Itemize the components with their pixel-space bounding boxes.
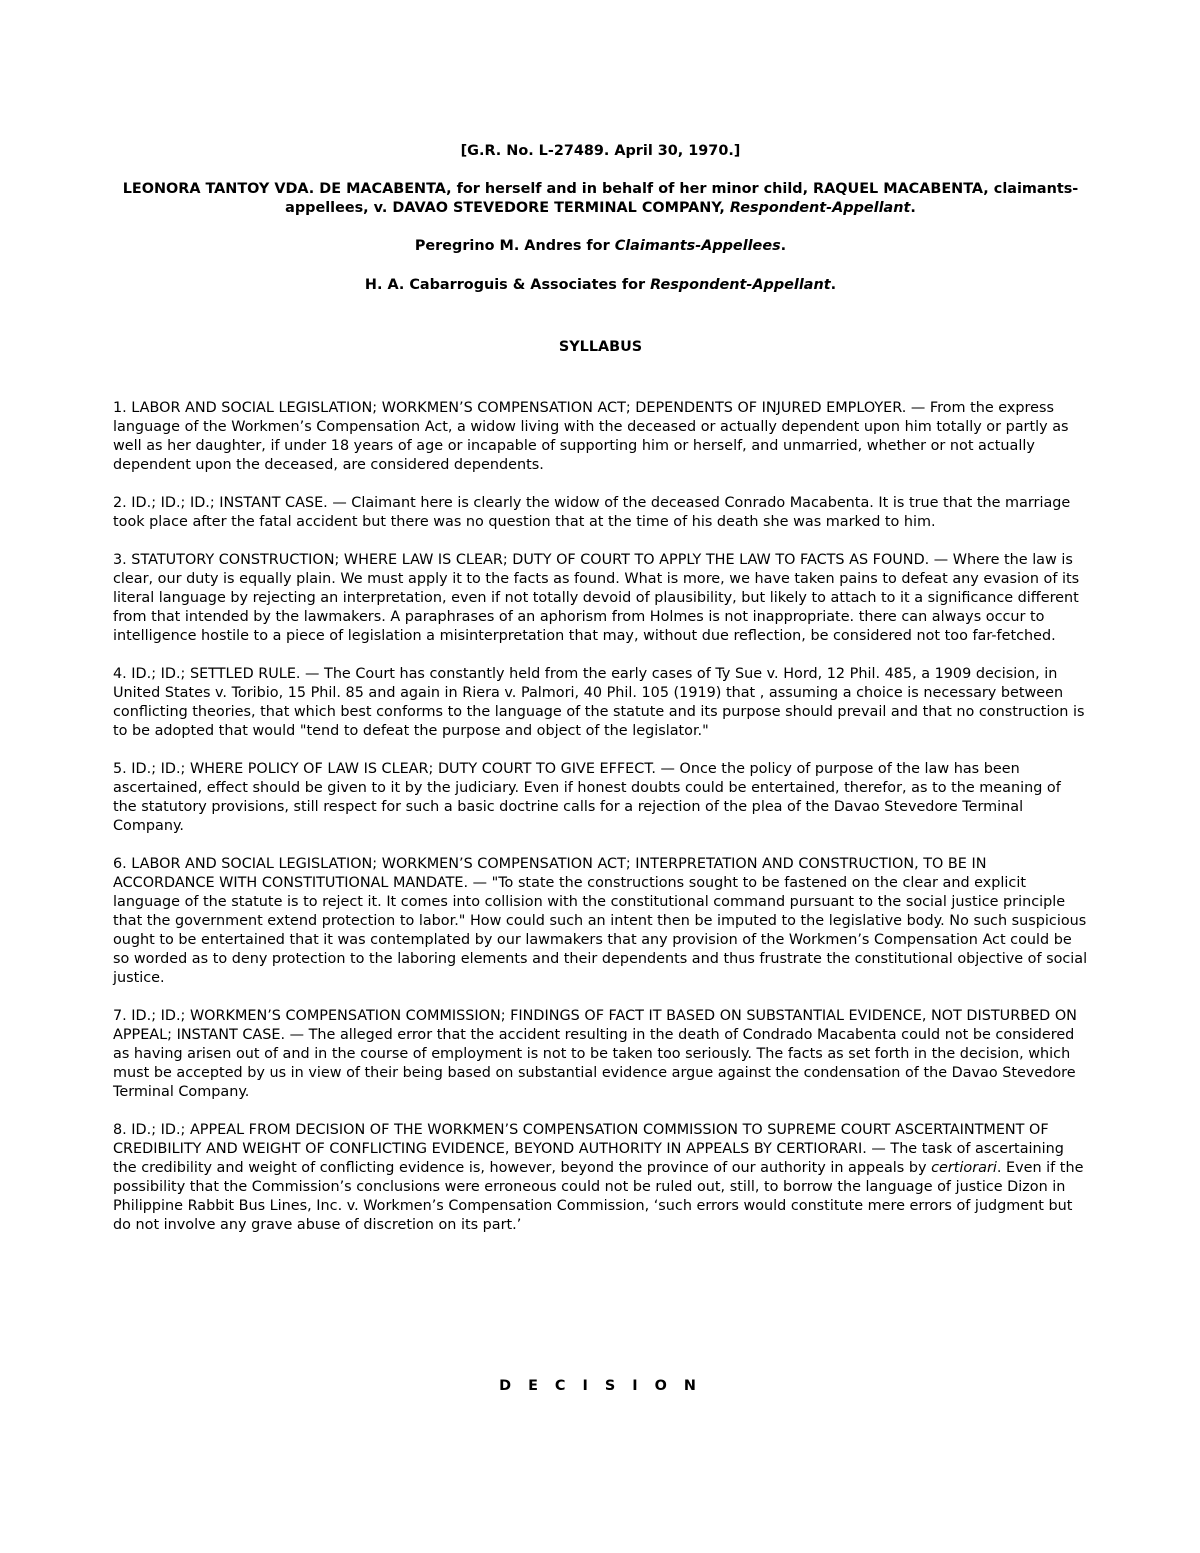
syllabus-body bbox=[113, 399, 1088, 1254]
decision-heading: D E C I S I O N bbox=[499, 1378, 702, 1394]
syllabus-item: 5. ID.; ID.; WHERE POLICY OF LAW IS CLEAR; DUTY COURT TO GIVE EFFECT. — Once the policy of purpose of the law has been ascertained, effect should be given to it by the judiciary. Even if honest doubts could be entertained, therefor, as to the meaning of the statutory provisions, still respect for such a basic doctrine calls for a rejection of the plea of the Davao Stevedore Terminal Company. bbox=[113, 761, 1061, 834]
syllabus-item: 3. STATUTORY CONSTRUCTION; WHERE LAW IS CLEAR; DUTY OF COURT TO APPLY THE LAW TO FACTS AS FOUND. — Where the law is clear, our duty is equally plain. We must apply it to the facts as found. What is more, we have taken pains to defeat any evasion of its literal language by rejecting an interpretation, even if not totally devoid of plausibility, but likely to attach to it a significance different from that intended by the lawmakers. A paraphrases of an aphorism from Holmes is not inappropriate. there can always occur to intelligence hostile to a piece of legislation a misinterpretation that may, without due reflection, be considered not too far-fetched. bbox=[113, 552, 1080, 644]
counsel-claimants bbox=[113, 237, 1088, 256]
parties-end: . bbox=[910, 200, 916, 216]
syllabus-item: 4. ID.; ID.; SETTLED RULE. — The Court has constantly held from the early cases of Ty Sue v. Hord, 12 Phil. 485, a 1909 decision, in United States v. Toribio, 15 Phil. 85 and again in Riera v. Palmori, 40 Phil. 105 (1919) that , assuming a choice is necessary between conflicting theories, that which best conforms to the language of the statute and its purpose should prevail and that no construction is to be adopted that would "tend to defeat the purpose and object of the legislator." bbox=[113, 666, 1085, 739]
syllabus-item bbox=[113, 1121, 1088, 1235]
syllabus-heading: SYLLABUS bbox=[558, 339, 643, 355]
syllabus-item-8-rest: . Even if the possibility that the Commission’s conclusions were erroneous could not be ruled out, still, to borrow the language of justice Dizon in Philippine Rabbit Bus Lines, Inc. v. Workmen’s Compensation Commission, ‘such errors would constitute mere errors of judgment but do not involve any grave abuse of discretion on its part.’ bbox=[113, 1160, 1084, 1233]
syllabus-item: 6. LABOR AND SOCIAL LEGISLATION; WORKMEN’S COMPENSATION ACT; INTERPRETATION AND CONSTRUCTION, TO BE IN ACCORDANCE WITH CONSTITUTIONAL MANDATE. — "To state the constructions sought to be fastened on the clear and explicit language of the statute is to reject it. It comes into collision with the constitutional command pursuant to the social justice principle that the government extend protection to labor." How could such an intent then be imputed to the legislative body. No such suspicious ought to be entertained that it was contemplated by our lawmakers that any provision of the Workmen’s Compensation Act could be so worded as to deny protection to the laboring elements and their dependents and thus frustrate the constitutional objective of social justice. bbox=[113, 856, 1088, 986]
counsel-respondent-end: . bbox=[830, 277, 837, 293]
syllabus-item: 1. LABOR AND SOCIAL LEGISLATION; WORKMEN’S COMPENSATION ACT; DEPENDENTS OF INJURED EMPLOYER. — From the express language of the Workmen’s Compensation Act, a widow living with the deceased or actually dependent upon him totally or partly as well as her daughter, if under 18 years of age or incapable of supporting him or herself, and unmarried, whether or not actually dependent upon the deceased, are considered dependents. bbox=[113, 400, 1069, 473]
case-number: [G.R. No. L-27489. April 30, 1970.] bbox=[460, 143, 741, 159]
counsel-claimants-role: Claimants-Appellees bbox=[614, 238, 781, 254]
syllabus-item-8-text: 8. ID.; ID.; APPEAL FROM DECISION OF THE WORKMEN’S COMPENSATION COMMISSION TO SUPREME COURT ASCERTAINTMENT OF CREDIBILITY AND WEIGHT OF CONFLICTING EVIDENCE, BEYOND AUTHORITY IN APPEALS BY CERTIORARI. — The task of ascertaining the credibility and weight of conflicting evidence is, however, beyond the province of our authority in appeals by bbox=[113, 1122, 1064, 1176]
syllabus-item: 7. ID.; ID.; WORKMEN’S COMPENSATION COMMISSION; FINDINGS OF FACT IT BASED ON SUBSTANTIAL EVIDENCE, NOT DISTURBED ON APPEAL; INSTANT CASE. — The alleged error that the accident resulting in the death of Condrado Macabenta could not be considered as having arisen out of and in the course of employment is not to be taken too seriously. The facts as set forth in the decision, which must be accepted by us in view of their being based on substantial evidence argue against the condensation of the Davao Stevedore Terminal Company. bbox=[113, 1008, 1077, 1100]
counsel-respondent-role: Respondent-Appellant bbox=[650, 277, 831, 293]
syllabus-item: 2. ID.; ID.; ID.; INSTANT CASE. — Claimant here is clearly the widow of the deceased Conrado Macabenta. It is true that the marriage took place after the fatal accident but there was no question that at the time of his death she was marked to him. bbox=[113, 495, 1071, 530]
parties-text: LEONORA TANTOY VDA. DE MACABENTA, for herself and in behalf of her minor child, RAQUEL MACABENTA, claimants-appellees, v. DAVAO STEVEDORE TERMINAL COMPANY, bbox=[122, 181, 1079, 216]
counsel-respondent bbox=[113, 276, 1088, 295]
case-parties bbox=[113, 180, 1088, 218]
syllabus-item-8-italic: certiorari bbox=[931, 1160, 997, 1176]
counsel-claimants-name: Peregrino M. Andres for bbox=[414, 238, 615, 254]
parties-role: Respondent-Appellant bbox=[729, 200, 911, 216]
counsel-claimants-end: . bbox=[780, 238, 787, 254]
counsel-respondent-name: H. A. Cabarroguis & Associates for bbox=[364, 277, 651, 293]
